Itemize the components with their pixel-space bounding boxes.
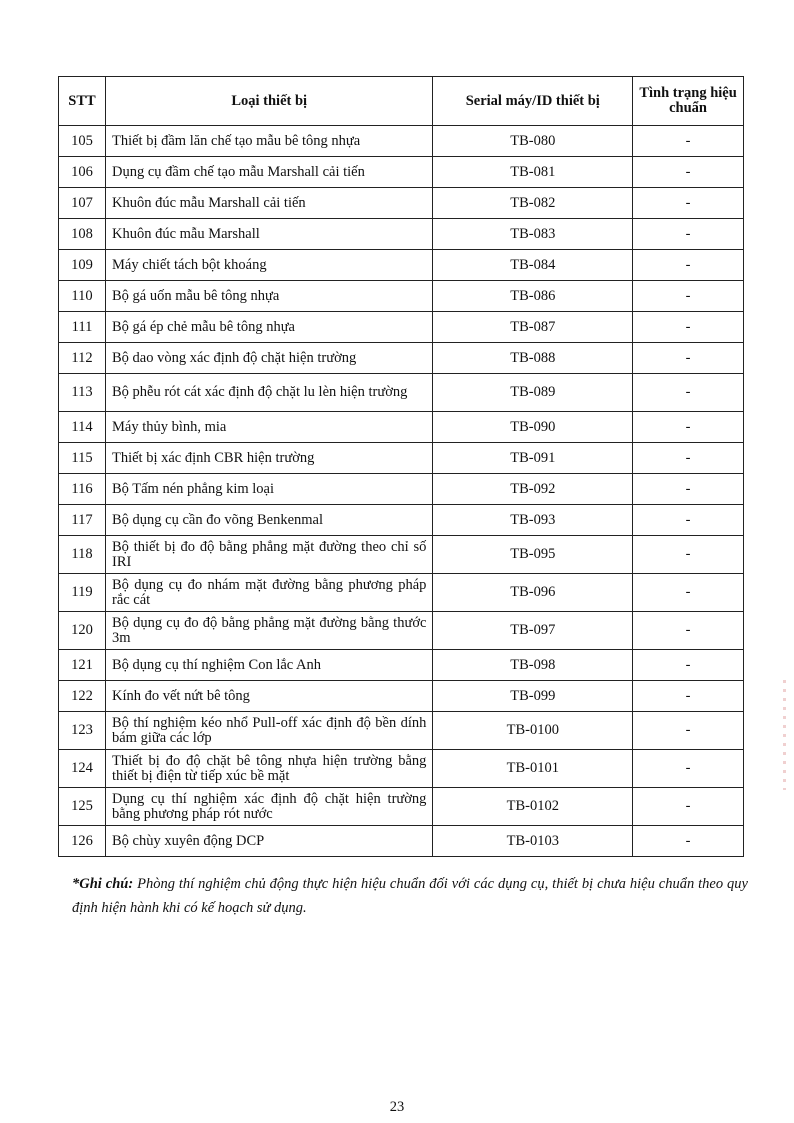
row-serial: TB-084 [433,250,633,281]
row-serial: TB-0101 [433,750,633,788]
row-serial: TB-091 [433,443,633,474]
row-stt: 118 [59,536,106,574]
row-equipment-type: Bộ dụng cụ đo nhám mặt đường bằng phương pháp rắc cát [105,574,432,612]
table-row [59,188,744,219]
row-calibration-status: - [633,443,744,474]
row-calibration-status: - [633,281,744,312]
table-row [59,281,744,312]
row-stt: 109 [59,250,106,281]
row-stt: 105 [59,126,106,157]
row-serial: TB-099 [433,681,633,712]
row-stt: 123 [59,712,106,750]
row-calibration-status: - [633,250,744,281]
row-equipment-type: Khuôn đúc mẫu Marshall [105,219,432,250]
header-calibration-status: Tình trạng hiệu chuẩn [633,77,744,126]
row-calibration-status: - [633,574,744,612]
table-row [59,312,744,343]
row-stt: 116 [59,474,106,505]
row-stt: 120 [59,612,106,650]
row-equipment-type: Thiết bị xác định CBR hiện trường [105,443,432,474]
header-equipment-type: Loại thiết bị [105,77,432,126]
header-serial: Serial máy/ID thiết bị [433,77,633,126]
row-stt: 125 [59,788,106,826]
row-equipment-type: Bộ dụng cụ đo độ bằng phẳng mặt đường bằng thước 3m [105,612,432,650]
table-row [59,474,744,505]
row-calibration-status: - [633,188,744,219]
table-row [59,443,744,474]
row-serial: TB-080 [433,126,633,157]
row-serial: TB-090 [433,412,633,443]
row-serial: TB-086 [433,281,633,312]
row-serial: TB-098 [433,650,633,681]
row-stt: 106 [59,157,106,188]
table-row [59,412,744,443]
row-calibration-status: - [633,312,744,343]
footnote [72,872,748,920]
row-equipment-type: Dụng cụ thí nghiệm xác định độ chặt hiện trường bằng phương pháp rót nước [105,788,432,826]
row-equipment-type: Bộ Tấm nén phẳng kim loại [105,474,432,505]
table-row [59,826,744,857]
table-row [59,536,744,574]
row-stt: 115 [59,443,106,474]
row-stt: 122 [59,681,106,712]
row-equipment-type: Máy thủy bình, mia [105,412,432,443]
row-calibration-status: - [633,126,744,157]
row-equipment-type: Thiết bị đo độ chặt bê tông nhựa hiện trường bằng thiết bị điện từ tiếp xúc bề mặt [105,750,432,788]
equipment-table [58,76,744,857]
row-stt: 119 [59,574,106,612]
table-row [59,712,744,750]
table-row [59,574,744,612]
row-stt: 121 [59,650,106,681]
row-calibration-status: - [633,343,744,374]
row-calibration-status: - [633,374,744,412]
table-row [59,219,744,250]
row-calibration-status: - [633,788,744,826]
table-row [59,250,744,281]
row-calibration-status: - [633,750,744,788]
row-stt: 112 [59,343,106,374]
row-stt: 110 [59,281,106,312]
row-serial: TB-088 [433,343,633,374]
row-calibration-status: - [633,412,744,443]
row-serial: TB-0102 [433,788,633,826]
table-row [59,157,744,188]
row-serial: TB-092 [433,474,633,505]
table-header-row [59,77,744,126]
row-calibration-status: - [633,474,744,505]
row-calibration-status: - [633,536,744,574]
row-stt: 107 [59,188,106,219]
row-serial: TB-087 [433,312,633,343]
row-calibration-status: - [633,219,744,250]
row-calibration-status: - [633,712,744,750]
row-serial: TB-081 [433,157,633,188]
row-equipment-type: Khuôn đúc mẫu Marshall cải tiến [105,188,432,219]
row-equipment-type: Bộ gá uốn mẫu bê tông nhựa [105,281,432,312]
row-equipment-type: Thiết bị đầm lăn chế tạo mẫu bê tông nhựa [105,126,432,157]
row-calibration-status: - [633,826,744,857]
row-calibration-status: - [633,650,744,681]
row-serial: TB-097 [433,612,633,650]
row-calibration-status: - [633,681,744,712]
row-calibration-status: - [633,505,744,536]
row-serial: TB-083 [433,219,633,250]
row-equipment-type: Bộ dụng cụ thí nghiệm Con lắc Anh [105,650,432,681]
table-row [59,788,744,826]
row-serial: TB-0100 [433,712,633,750]
table-row [59,750,744,788]
row-equipment-type: Máy chiết tách bột khoáng [105,250,432,281]
table-row [59,650,744,681]
row-calibration-status: - [633,612,744,650]
row-stt: 111 [59,312,106,343]
footnote-label: *Ghi chú: [72,876,134,892]
row-stt: 113 [59,374,106,412]
row-equipment-type: Kính đo vết nứt bê tông [105,681,432,712]
row-equipment-type: Bộ phễu rót cát xác định độ chặt lu lèn hiện trường [105,374,432,412]
row-equipment-type: Bộ thí nghiệm kéo nhổ Pull-off xác định độ bền dính bám giữa các lớp [105,712,432,750]
scan-edge-marks [783,680,786,790]
footnote-text: Phòng thí nghiệm chủ động thực hiện hiệu chuẩn đối với các dụng cụ, thiết bị chưa hiệu chuẩn theo quy định hiện hành khi có kế hoạch sử dụng. [72,876,748,916]
row-serial: TB-0103 [433,826,633,857]
row-equipment-type: Bộ dao vòng xác định độ chặt hiện trường [105,343,432,374]
row-serial: TB-093 [433,505,633,536]
row-serial: TB-082 [433,188,633,219]
row-equipment-type: Dụng cụ đầm chế tạo mẫu Marshall cải tiến [105,157,432,188]
row-stt: 108 [59,219,106,250]
row-serial: TB-089 [433,374,633,412]
row-equipment-type: Bộ dụng cụ cần đo võng Benkenmal [105,505,432,536]
header-stt: STT [59,77,106,126]
row-stt: 117 [59,505,106,536]
row-serial: TB-096 [433,574,633,612]
table-row [59,612,744,650]
row-calibration-status: - [633,157,744,188]
table-row [59,374,744,412]
page-number: 23 [389,1099,405,1115]
table-row [59,505,744,536]
row-serial: TB-095 [433,536,633,574]
row-stt: 124 [59,750,106,788]
table-row [59,681,744,712]
row-equipment-type: Bộ chùy xuyên động DCP [105,826,432,857]
row-stt: 114 [59,412,106,443]
table-row [59,126,744,157]
row-equipment-type: Bộ thiết bị đo độ bằng phẳng mặt đường theo chỉ số IRI [105,536,432,574]
row-stt: 126 [59,826,106,857]
row-equipment-type: Bộ gá ép chẻ mẫu bê tông nhựa [105,312,432,343]
table-row [59,343,744,374]
